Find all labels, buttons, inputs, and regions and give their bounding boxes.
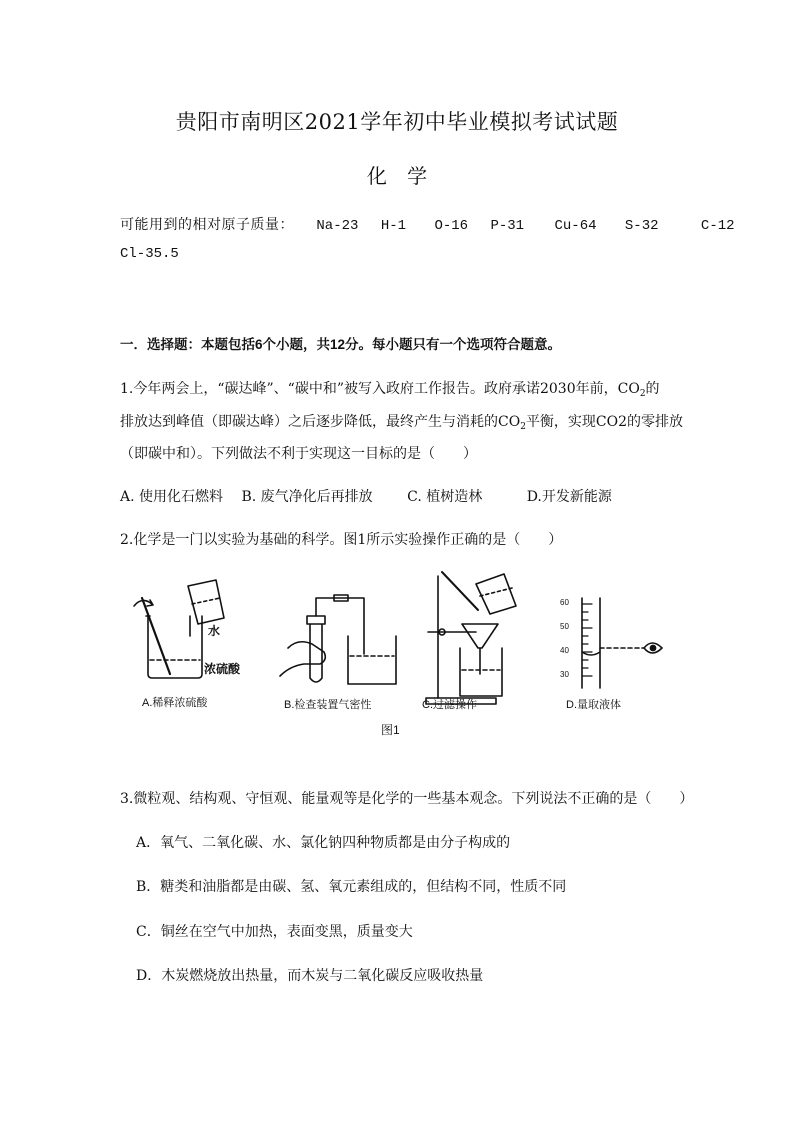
subscript: 2	[520, 422, 526, 432]
funnel-icon	[462, 624, 498, 674]
caption-c: C.过滤操作	[422, 699, 477, 711]
scale-tick: 30	[560, 670, 569, 679]
scale-tick: 60	[560, 598, 569, 607]
atomic-masses-line	[120, 214, 735, 234]
q3-option-c: C．铜丝在空气中加热，表面变黑，质量变大	[136, 924, 413, 940]
diagram-c-beaker	[460, 648, 502, 696]
q3-option-d: D．木炭燃烧放出热量，而木炭与二氧化碳反应吸收热量	[136, 968, 484, 984]
q1-option-c: C. 植树造林	[407, 489, 483, 505]
q1-line-3: （即碳中和）。下列做法不利于实现这一目标的是（ ）	[120, 446, 477, 462]
q2-text: 2.化学是一门以实验为基础的科学。图1所示实验操作正确的是（ ）	[120, 532, 563, 548]
scale-tick: 50	[560, 622, 569, 631]
q3-option-b: B．糖类和油脂都是由碳、氢、氧元素组成的，但结构不同，性质不同	[136, 879, 567, 895]
q1-text: 排放达到峰值（即碳达峰）之后逐步降低，最终产生与消耗的CO	[120, 414, 521, 430]
q3-option-a: A．氧气、二氧化碳、水、氯化钠四种物质都是由分子构成的	[136, 835, 511, 851]
glass-rod-icon	[142, 598, 170, 674]
q1-options	[120, 486, 612, 506]
diagram-a-beaker	[146, 616, 202, 678]
section-heading: 一．选择题：本题包括6个小题，共12分。每小题只有一个选项符合题意。	[120, 337, 562, 352]
water-label: 水	[208, 624, 221, 638]
q1-option-d: D.开发新能源	[526, 489, 612, 505]
q1-option-b: B. 废气净化后再排放	[241, 489, 373, 505]
atomic-mass-overflow: Cl-35.5	[120, 246, 179, 262]
q1-text: 1.今年两会上，“碳达峰”、“碳中和”被写入政府工作报告。政府承诺2030年前，CO	[120, 381, 640, 397]
atomic-masses-label: 可能用到的相对原子质量：	[120, 216, 294, 232]
caption-d: D.量取液体	[566, 699, 621, 711]
mass-item: C-12	[700, 218, 735, 234]
connecting-tube	[316, 598, 364, 654]
mass-item: H-1	[380, 218, 407, 234]
q1-text: 的	[645, 381, 660, 397]
q1-option-a: A. 使用化石燃料	[120, 489, 224, 505]
eye-icon	[644, 643, 662, 653]
hand-icon	[280, 642, 325, 676]
graduated-cylinder-icon	[582, 598, 600, 688]
q1-line-1	[120, 378, 660, 399]
exam-title: 贵阳市南明区2021学年初中毕业模拟考试试题	[175, 110, 619, 134]
mass-item: O-16	[434, 218, 469, 234]
subscript: 2	[639, 389, 646, 399]
glass-rod-icon	[442, 572, 478, 610]
q1-line-2	[120, 411, 683, 432]
diagram-c-pour-beaker	[476, 574, 516, 614]
diagram-b-tube	[307, 616, 325, 682]
acid-label: 浓硫酸	[204, 662, 241, 676]
caption-b: B.检查装置气密性	[284, 699, 372, 711]
diagram-b-beaker	[348, 636, 396, 684]
q1-text: 平衡，实现CO2的零排放	[525, 414, 684, 430]
figure-caption: 图1	[381, 723, 400, 737]
q3-text: 3.微粒观、结构观、守恒观、能量观等是化学的一些基本观念。下列说法不正确的是（ ）	[120, 791, 694, 807]
scale-tick: 40	[560, 646, 569, 655]
mass-item: S-32	[624, 218, 659, 234]
mass-item: Na-23	[316, 218, 359, 234]
mass-item: Cu-64	[554, 218, 597, 234]
figure-1	[120, 566, 680, 716]
mass-item: P-31	[490, 218, 525, 234]
caption-a: A.稀释浓硫酸	[142, 697, 208, 709]
subject-title: 化 学	[366, 164, 428, 188]
